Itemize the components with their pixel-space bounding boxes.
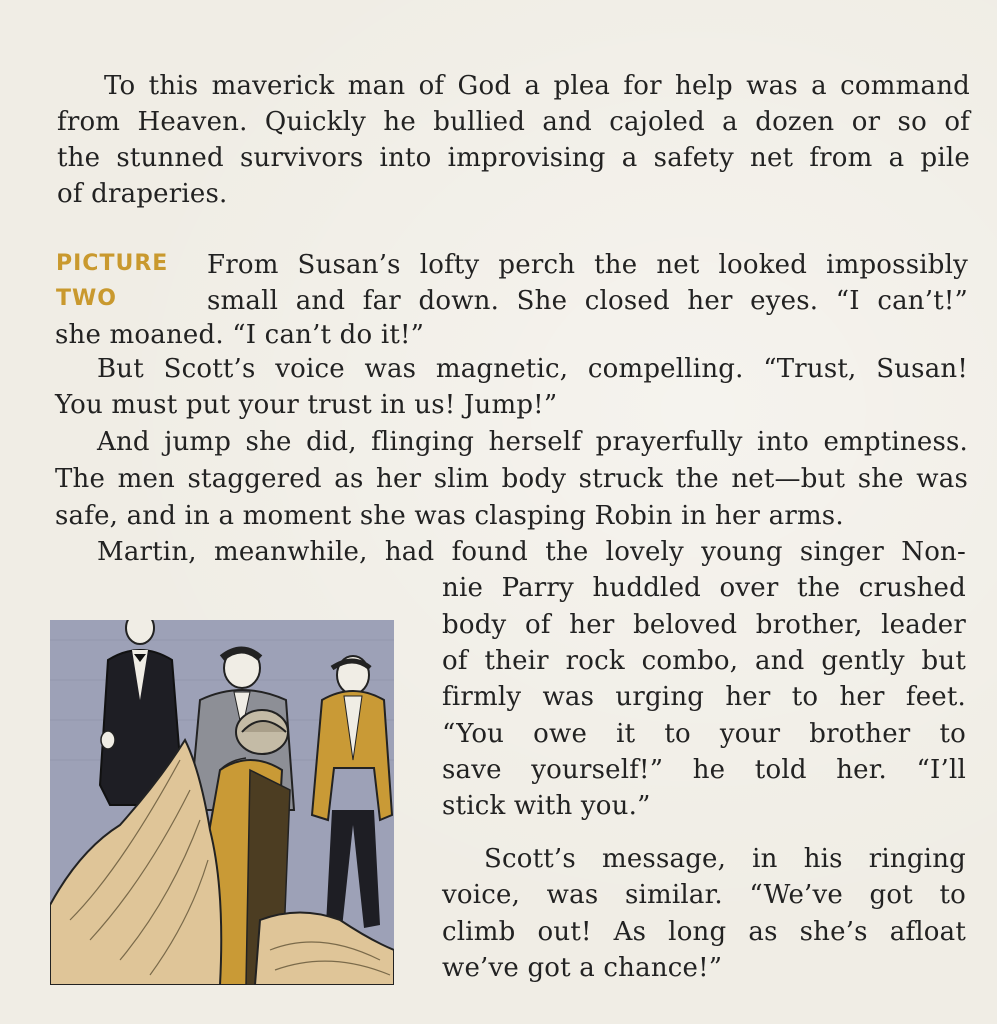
text-line: body of her beloved brother, leader <box>442 610 966 640</box>
text-line: she moaned. “I can’t do it!” <box>55 320 425 350</box>
text-line: from Heaven. Quickly he bullied and cajoled a dozen or so of <box>57 107 970 137</box>
text-line: Scott’s message, in his ringing <box>484 844 966 874</box>
text-line: “You owe it to your brother to <box>442 719 966 749</box>
text-line: nie Parry huddled over the crushed <box>442 573 966 603</box>
text-line: we’ve got a chance!” <box>442 953 723 983</box>
text-line: stick with you.” <box>442 791 651 821</box>
picture-label: PICTURE <box>56 251 169 276</box>
text-line: climb out! As long as she’s afloat <box>442 917 966 947</box>
text-line: But Scott’s voice was magnetic, compelling. “Trust, Susan! <box>97 354 968 384</box>
text-line: voice, was similar. “We’ve got to <box>442 880 966 910</box>
illustration <box>50 620 394 985</box>
text-line: small and far down. She closed her eyes. “I can’t!” <box>207 286 968 316</box>
text-line: From Susan’s lofty perch the net looked impossibly <box>207 250 968 280</box>
text-line: Martin, meanwhile, had found the lovely young singer Non- <box>97 537 966 567</box>
picture-label: TWO <box>56 286 117 311</box>
text-line: the stunned survivors into improvising a safety net from a pile <box>57 143 970 173</box>
text-line: safe, and in a moment she was clasping Robin in her arms. <box>55 501 844 531</box>
text-line: of their rock combo, and gently but <box>442 646 966 676</box>
text-line: of draperies. <box>57 179 228 209</box>
text-line: firmly was urging her to her feet. <box>442 682 966 712</box>
text-line: save yourself!” he told her. “I’ll <box>442 755 966 785</box>
text-line: You must put your trust in us! Jump!” <box>55 390 558 420</box>
text-line: To this maverick man of God a plea for help was a command <box>104 71 970 101</box>
text-line: The men staggered as her slim body struck the net—but she was <box>55 464 968 494</box>
text-line: And jump she did, flinging herself prayerfully into emptiness. <box>97 427 968 457</box>
